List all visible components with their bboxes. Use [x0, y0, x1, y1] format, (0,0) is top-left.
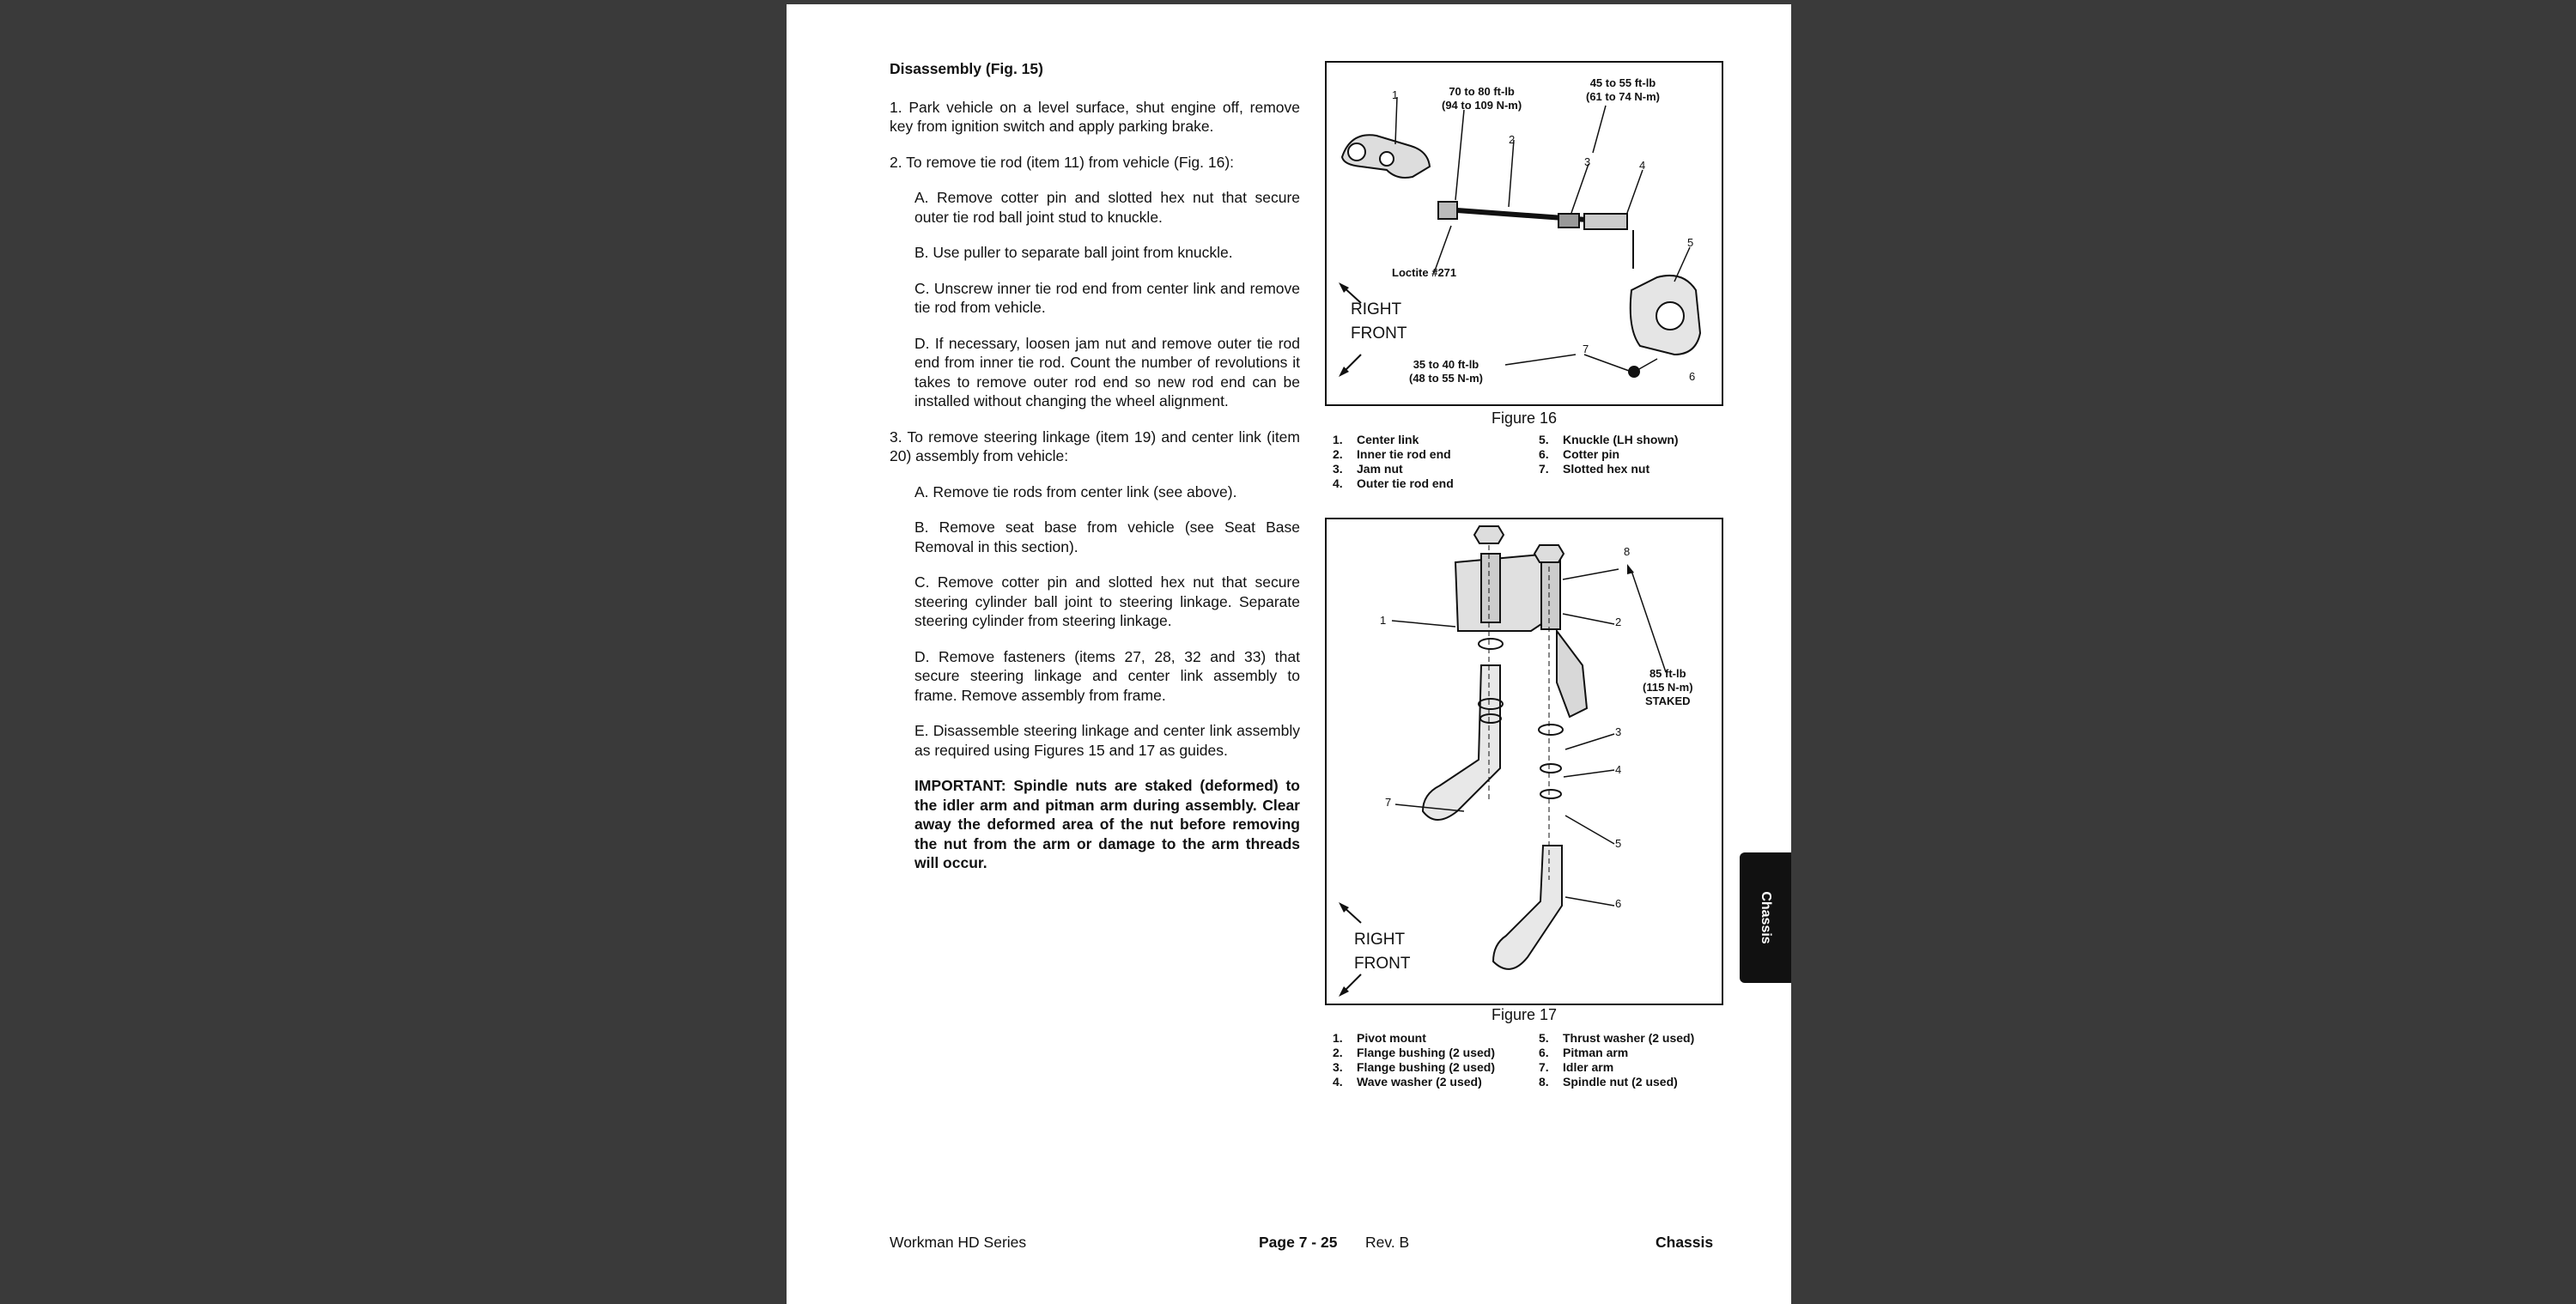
fig17-callout-3: 3 [1615, 725, 1622, 738]
tie-rod-drawing [1327, 63, 1722, 404]
legend-row [1333, 1031, 1495, 1046]
legend-text: Thrust washer (2 used) [1563, 1031, 1695, 1045]
document-page [787, 4, 1791, 1304]
step-3c: C. Remove cotter pin and slotted hex nut that secure steering cylinder ball joint to steering linkage. Separate steering cylinder from steering linkage. [914, 573, 1300, 629]
fig16-callout-4: 4 [1639, 159, 1646, 172]
legend-row [1333, 476, 1454, 491]
legend-num: 5. [1539, 433, 1549, 446]
legend-row [1333, 433, 1454, 447]
chassis-section-tab[interactable] [1740, 852, 1791, 983]
step-1: 1. Park vehicle on a level surface, shut engine off, remove key from ignition switch and apply parking brake. [890, 98, 1300, 135]
legend-num: 4. [1333, 1075, 1343, 1089]
fig17-callout-5: 5 [1615, 837, 1622, 850]
fig16-torque-1 [1442, 85, 1522, 112]
legend-num: 7. [1539, 1060, 1549, 1074]
fig16-callout-3: 3 [1584, 155, 1591, 168]
legend-text: Center link [1357, 433, 1419, 446]
fig17-front-label: FRONT [1354, 955, 1411, 973]
step-3b: B. Remove seat base from vehicle (see Seat Base Removal in this section). [914, 519, 1300, 555]
step-3a: A. Remove tie rods from center link (see above). [914, 482, 1237, 500]
fig16-torque-3-nm: (48 to 55 N-m) [1409, 372, 1483, 385]
legend-num: 5. [1539, 1031, 1549, 1045]
important-note: IMPORTANT: Spindle nuts are staked (deformed) to the idler arm and pitman arm during assembly. Clear away the deformed area of the nut before removing the nut from the arm or damage to the arm threads will occur. [914, 777, 1300, 871]
legend-text: Flange bushing (2 used) [1357, 1046, 1496, 1059]
legend-row [1539, 1075, 1694, 1089]
step-2c: C. Unscrew inner tie rod end from center link and remove tie rod from vehicle. [914, 279, 1300, 316]
text-column [890, 59, 1300, 889]
figure-16-illustration [1325, 61, 1723, 406]
fig17-callout-8: 8 [1624, 545, 1631, 558]
fig17-callout-1: 1 [1380, 614, 1387, 627]
fig16-direction-label [1351, 298, 1406, 346]
legend-text: Flange bushing (2 used) [1357, 1060, 1496, 1074]
fig16-front-label: FRONT [1351, 324, 1407, 343]
fig16-loctite-label: Loctite #271 [1392, 266, 1457, 279]
legend-text: Knuckle (LH shown) [1563, 433, 1679, 446]
fig16-torque-1-ftlb: 70 to 80 ft-lb [1449, 85, 1515, 98]
legend-row [1333, 462, 1454, 476]
legend-text: Inner tie rod end [1357, 447, 1451, 461]
legend-row [1539, 447, 1679, 462]
legend-num: 3. [1333, 462, 1343, 476]
fig16-torque-3 [1409, 358, 1483, 385]
fig16-callout-2: 2 [1509, 133, 1516, 146]
fig16-right-label: RIGHT [1351, 300, 1402, 318]
fig16-torque-2-nm: (61 to 74 N-m) [1586, 90, 1660, 103]
legend-row [1539, 462, 1679, 476]
fig17-right-label: RIGHT [1354, 931, 1406, 949]
footer-revision: Rev. B [1365, 1234, 1410, 1251]
figure-17-illustration [1325, 518, 1723, 1005]
fig17-staked-label: STAKED [1645, 694, 1691, 707]
legend-text: Wave washer (2 used) [1357, 1075, 1482, 1089]
fig17-torque-nm: (115 N-m) [1643, 681, 1693, 694]
fig16-torque-2 [1586, 76, 1660, 104]
step-2a: A. Remove cotter pin and slotted hex nut that secure outer tie rod ball joint stud to knuckle. [914, 189, 1300, 226]
step-2b: B. Use puller to separate ball joint from knuckle. [914, 244, 1233, 261]
legend-num: 2. [1333, 447, 1343, 461]
legend-text: Jam nut [1357, 462, 1403, 476]
legend-num: 1. [1333, 1031, 1343, 1045]
step-2: 2. To remove tie rod (item 11) from vehicle (Fig. 16): [890, 153, 1235, 171]
step-3: 3. To remove steering linkage (item 19) and center link (item 20) assembly from vehicle: [890, 428, 1300, 464]
figure-16-legend-right [1539, 433, 1679, 476]
legend-text: Slotted hex nut [1563, 462, 1650, 476]
legend-row [1333, 447, 1454, 462]
fig16-callout-6: 6 [1689, 370, 1696, 383]
footer-series: Workman HD Series [890, 1234, 1027, 1251]
legend-num: 6. [1539, 447, 1549, 461]
legend-row [1539, 1046, 1694, 1060]
legend-num: 7. [1539, 462, 1549, 476]
footer-section: Chassis [1656, 1234, 1714, 1251]
legend-text: Pivot mount [1357, 1031, 1426, 1045]
chassis-tab-label: Chassis [1759, 891, 1773, 944]
fig17-callout-2: 2 [1615, 616, 1622, 628]
figure-16-legend-left [1333, 433, 1454, 491]
legend-text: Spindle nut (2 used) [1563, 1075, 1678, 1089]
legend-text: Idler arm [1563, 1060, 1614, 1074]
legend-row [1333, 1046, 1495, 1060]
fig16-callout-1: 1 [1392, 88, 1399, 101]
step-2d: D. If necessary, loosen jam nut and remove outer tie rod end from inner tie rod. Count the number of revolutions it takes to remove outer rod end so new rod end can be installed without changing the wheel alignment. [914, 334, 1300, 409]
legend-num: 8. [1539, 1075, 1549, 1089]
legend-text: Outer tie rod end [1357, 476, 1454, 490]
figure-17-legend-left [1333, 1031, 1495, 1089]
legend-num: 4. [1333, 476, 1343, 490]
legend-row [1539, 433, 1679, 447]
legend-row [1333, 1060, 1495, 1075]
fig16-torque-2-ftlb: 45 to 55 ft-lb [1589, 76, 1656, 89]
fig17-callout-4: 4 [1615, 763, 1622, 776]
step-3d: D. Remove fasteners (items 27, 28, 32 and 33) that secure steering linkage and center link assembly to frame. Remove assembly from frame. [914, 647, 1300, 704]
legend-text: Cotter pin [1563, 447, 1620, 461]
figure-16-caption: Figure 16 [1491, 409, 1558, 427]
fig17-callout-6: 6 [1615, 897, 1622, 910]
section-heading: Disassembly (Fig. 15) [890, 60, 1043, 77]
fig17-callout-7: 7 [1385, 796, 1392, 809]
legend-row [1333, 1075, 1495, 1089]
footer-page-number: Page 7 - 25 [1259, 1234, 1338, 1251]
figure-17-caption: Figure 17 [1491, 1006, 1558, 1023]
legend-num: 1. [1333, 433, 1343, 446]
legend-num: 6. [1539, 1046, 1549, 1059]
legend-num: 3. [1333, 1060, 1343, 1074]
fig17-direction-label [1354, 928, 1410, 976]
fig17-torque [1643, 667, 1693, 708]
legend-row [1539, 1031, 1694, 1046]
fig16-callout-7: 7 [1583, 343, 1589, 355]
fig16-callout-5: 5 [1687, 236, 1694, 249]
step-3e: E. Disassemble steering linkage and center link assembly as required using Figures 15 and 17 as guides. [914, 722, 1300, 759]
fig16-torque-3-ftlb: 35 to 40 ft-lb [1413, 358, 1479, 371]
figure-17-legend-right [1539, 1031, 1694, 1089]
legend-text: Pitman arm [1563, 1046, 1629, 1059]
fig17-torque-ftlb: 85 ft-lb [1649, 667, 1686, 680]
legend-num: 2. [1333, 1046, 1343, 1059]
legend-row [1539, 1060, 1694, 1075]
fig16-torque-1-nm: (94 to 109 N-m) [1442, 99, 1522, 112]
